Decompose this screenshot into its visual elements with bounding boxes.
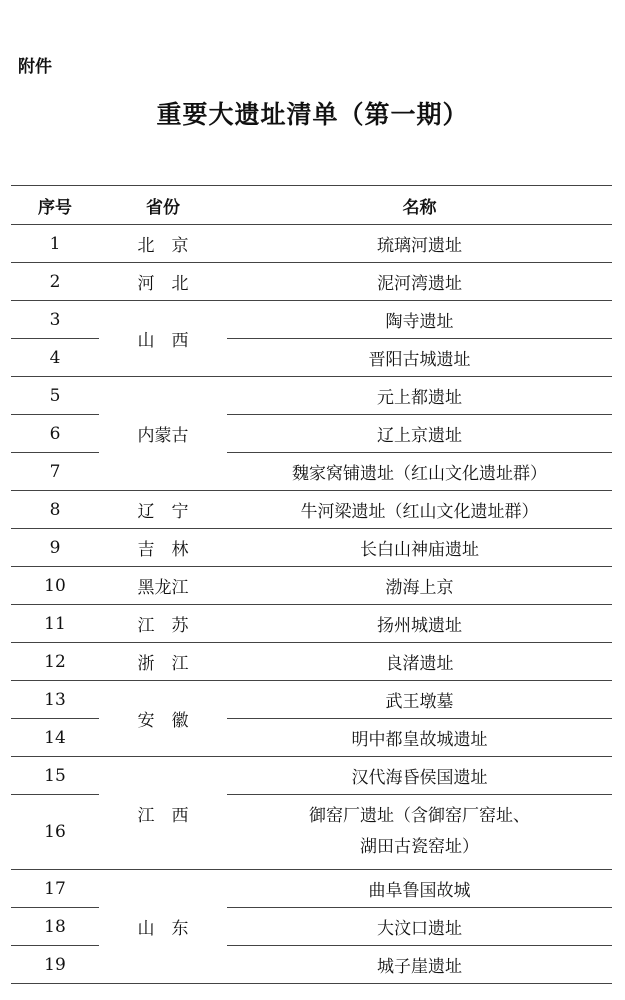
table-row xyxy=(11,377,612,415)
site-index: 13 xyxy=(11,681,99,719)
site-index: 7 xyxy=(11,453,99,491)
site-index: 15 xyxy=(11,757,99,795)
province-cell: 河 北 xyxy=(99,263,227,301)
site-index: 8 xyxy=(11,491,99,529)
site-name-line: 湖田古瓷窑址） xyxy=(360,837,479,857)
province-cell: 内蒙古 xyxy=(99,377,227,491)
province-cell: 安 徽 xyxy=(99,681,227,757)
site-index: 2 xyxy=(11,263,99,301)
site-name: 良渚遗址 xyxy=(227,643,612,681)
table-row xyxy=(11,225,612,263)
province-cell: 山 东 xyxy=(99,870,227,984)
table-row xyxy=(11,681,612,719)
site-index: 11 xyxy=(11,605,99,643)
site-name: 武王墩墓 xyxy=(227,681,612,719)
table-body xyxy=(11,225,612,984)
province-cell: 江 西 xyxy=(99,757,227,870)
site-name: 牛河梁遗址（红山文化遗址群） xyxy=(227,491,612,529)
site-name: 明中都皇故城遗址 xyxy=(227,719,612,757)
site-name: 汉代海昏侯国遗址 xyxy=(227,757,612,795)
province-cell: 江 苏 xyxy=(99,605,227,643)
table-row xyxy=(11,491,612,529)
province-cell: 黑龙江 xyxy=(99,567,227,605)
table-row xyxy=(11,643,612,681)
province-cell: 吉 林 xyxy=(99,529,227,567)
header-province: 省份 xyxy=(99,186,227,225)
site-index: 4 xyxy=(11,339,99,377)
site-index: 17 xyxy=(11,870,99,908)
table-row xyxy=(11,529,612,567)
table-row xyxy=(11,757,612,795)
site-name: 扬州城遗址 xyxy=(227,605,612,643)
site-name: 曲阜鲁国故城 xyxy=(227,870,612,908)
header-name: 名称 xyxy=(227,186,612,225)
site-name: 城子崖遗址 xyxy=(227,946,612,984)
table-row xyxy=(11,870,612,908)
table-row xyxy=(11,301,612,339)
province-cell: 浙 江 xyxy=(99,643,227,681)
site-name: 泥河湾遗址 xyxy=(227,263,612,301)
site-name: 晋阳古城遗址 xyxy=(227,339,612,377)
site-name: 陶寺遗址 xyxy=(227,301,612,339)
table-row xyxy=(11,263,612,301)
site-name: 琉璃河遗址 xyxy=(227,225,612,263)
site-name: 魏家窝铺遗址（红山文化遗址群） xyxy=(227,453,612,491)
site-index: 18 xyxy=(11,908,99,946)
province-cell: 北 京 xyxy=(99,225,227,263)
heritage-site-table xyxy=(11,185,612,984)
site-name-line: 御窑厂遗址（含御窑厂窑址、 xyxy=(309,806,530,826)
site-index: 16 xyxy=(11,795,99,870)
province-cell: 山 西 xyxy=(99,301,227,377)
table-header-row xyxy=(11,186,612,225)
site-name xyxy=(227,795,612,870)
site-index: 19 xyxy=(11,946,99,984)
site-name: 长白山神庙遗址 xyxy=(227,529,612,567)
page-title: 重要大遗址清单（第一期） xyxy=(156,100,469,129)
site-name: 渤海上京 xyxy=(227,567,612,605)
site-name: 辽上京遗址 xyxy=(227,415,612,453)
site-index: 12 xyxy=(11,643,99,681)
site-index: 10 xyxy=(11,567,99,605)
site-name: 元上都遗址 xyxy=(227,377,612,415)
site-index: 9 xyxy=(11,529,99,567)
table-row xyxy=(11,567,612,605)
site-index: 3 xyxy=(11,301,99,339)
province-cell: 辽 宁 xyxy=(99,491,227,529)
site-index: 14 xyxy=(11,719,99,757)
site-index: 1 xyxy=(11,225,99,263)
attachment-label: 附件 xyxy=(18,57,52,77)
table-row xyxy=(11,605,612,643)
header-index: 序号 xyxy=(11,186,99,225)
site-name: 大汶口遗址 xyxy=(227,908,612,946)
site-index: 6 xyxy=(11,415,99,453)
site-index: 5 xyxy=(11,377,99,415)
